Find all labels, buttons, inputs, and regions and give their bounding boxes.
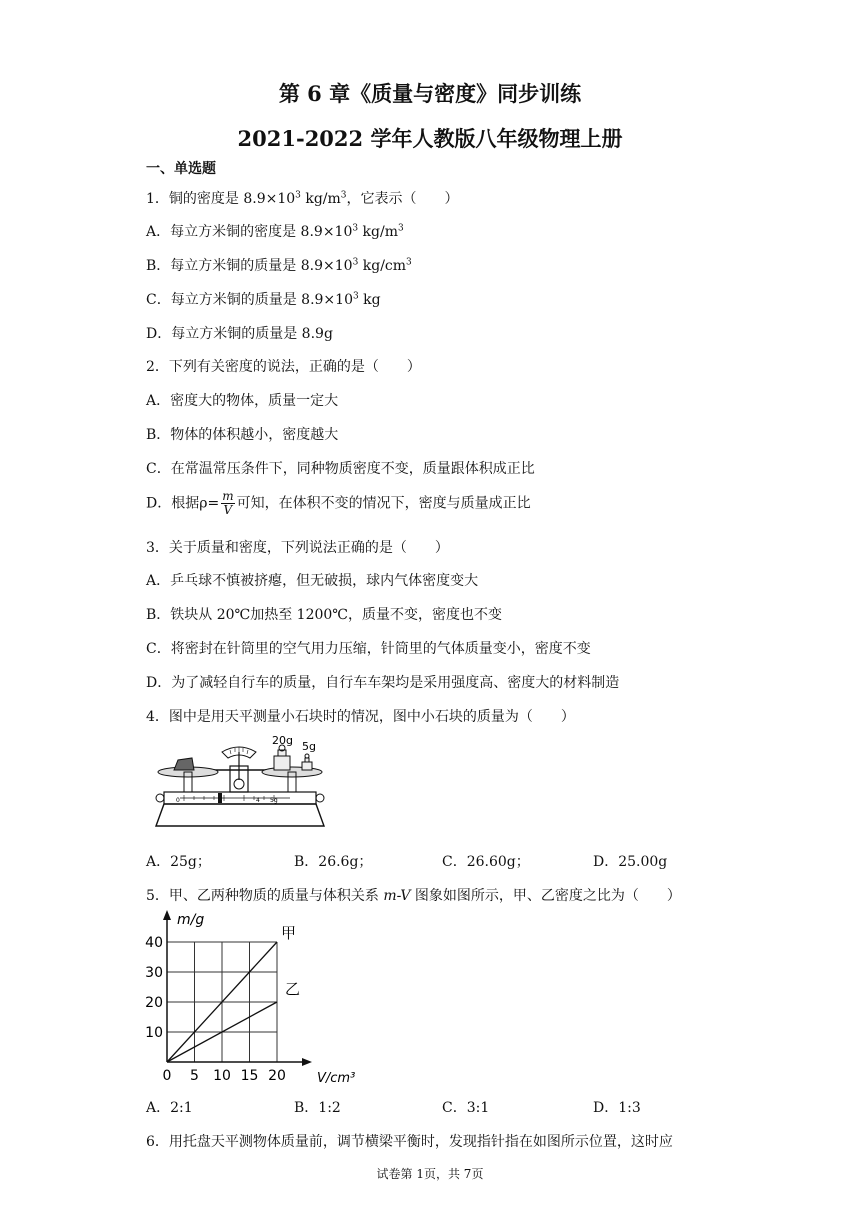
q2-option-a[interactable]: A．密度大的物体，质量一定大: [146, 393, 339, 409]
page-footer: 试卷第 1页，共 7页: [376, 1167, 484, 1181]
q1-option-c[interactable]: C．每立方米铜的质量是 $8.9\times 10^3$ kg: [146, 291, 381, 308]
q4-option-c[interactable]: C．26.60g；: [442, 854, 530, 870]
q5-option-a[interactable]: A．2:1: [146, 1100, 193, 1116]
series-label-1: 甲: [281, 924, 297, 942]
y-tick-label: 40: [145, 935, 163, 951]
q3-option-c[interactable]: C．将密封在针筒里的空气用力压缩，针筒里的气体质量变小，密度不变: [146, 641, 591, 657]
q2-option-d[interactable]: D．根据ρ= $\frac{m}{V}$ 可知，在体积不变的情况下，密度与质量成正比: [146, 489, 531, 517]
q1-option-b[interactable]: B．每立方米铜的质量是 $8.9\times 10^3$ $kg/cm^3$: [146, 257, 412, 274]
q2-stem: 2．下列有关密度的说法，正确的是（ ）: [146, 359, 421, 375]
q5-stem: 5．甲、乙两种物质的质量与体积关系 m-V 图象如图所示，甲、乙密度之比为（ ）: [146, 888, 681, 904]
density-fraction: $\frac{m}{V}$: [222, 489, 234, 517]
x-tick-label: 5: [190, 1068, 199, 1084]
weight-5g: [302, 762, 312, 770]
page-title: 第 6 章《质量与密度》同步训练: [278, 81, 582, 106]
q1-option-d[interactable]: D．每立方米铜的质量是 8.9g: [146, 326, 333, 342]
scale-label-4: 4: [256, 797, 260, 804]
section-heading: 一、单选题: [146, 161, 216, 177]
q3-option-b[interactable]: B．铁块从 20℃加热至 1200℃，质量不变，密度也不变: [146, 607, 502, 623]
q5-option-b[interactable]: B．1:2: [294, 1100, 341, 1116]
q4-option-a[interactable]: A．25g；: [146, 854, 211, 870]
scale-label-0: 0: [176, 797, 180, 804]
x-tick-label: 20: [268, 1068, 286, 1084]
y-axis-arrow: [163, 910, 171, 920]
mv-chart: [140, 910, 360, 1086]
q1-option-a[interactable]: A．每立方米铜的密度是 $8.9\times 10^3$ $kg/m^3$: [146, 223, 404, 240]
balance-scale-figure: [150, 736, 330, 832]
q2-option-c[interactable]: C．在常温常压条件下，同种物质密度不变，质量跟体积成正比: [146, 461, 535, 477]
q2-option-b[interactable]: B．物体的体积越小，密度越大: [146, 427, 339, 443]
x-tick-label: 15: [240, 1068, 259, 1084]
page-subtitle: 2021-2022 学年人教版八年级物理上册: [237, 126, 623, 151]
series-label-2: 乙: [285, 980, 301, 998]
q3-option-d[interactable]: D．为了减轻自行车的质量，自行车车架均是采用强度高、密度大的材料制造: [146, 675, 620, 691]
x-tick-label: 0: [162, 1068, 172, 1084]
q6-stem: 6．用托盘天平测物体质量前，调节横梁平衡时，发现指针指在如图所示位置，这时应: [146, 1134, 673, 1150]
y-tick-label: 10: [145, 1025, 163, 1041]
q3-option-a[interactable]: A．乒乓球不慎被挤瘪，但无破损，球内气体密度变大: [146, 573, 479, 589]
weight-20g-label: 20g: [272, 736, 293, 747]
y-tick-label: 30: [145, 965, 163, 981]
stone-object: [174, 758, 194, 770]
y-tick-label: 20: [145, 995, 163, 1011]
q5-option-d[interactable]: D．1:3: [593, 1100, 641, 1116]
weight-20g: [274, 756, 290, 770]
q4-option-b[interactable]: B．26.6g；: [294, 854, 373, 870]
y-axis-label: m/g: [177, 912, 205, 928]
q5-option-c[interactable]: C．3:1: [442, 1100, 490, 1116]
x-tick-label: 10: [213, 1068, 231, 1084]
q3-stem: 3．关于质量和密度，下列说法正确的是（ ）: [146, 540, 449, 556]
q1-stem: 1．铜的密度是 $8.9\times 10^3$ $kg/m^3$，它表示（ ）: [146, 190, 459, 207]
scale-label-5g: 5g: [270, 797, 278, 804]
x-axis-label: V/cm³: [317, 1071, 356, 1086]
q4-option-d[interactable]: D．25.00g: [593, 854, 668, 870]
weight-5g-label: 5g: [302, 740, 316, 753]
q4-stem: 4．图中是用天平测量小石块时的情况，图中小石块的质量为（ ）: [146, 709, 575, 725]
x-axis-arrow: [302, 1058, 312, 1066]
